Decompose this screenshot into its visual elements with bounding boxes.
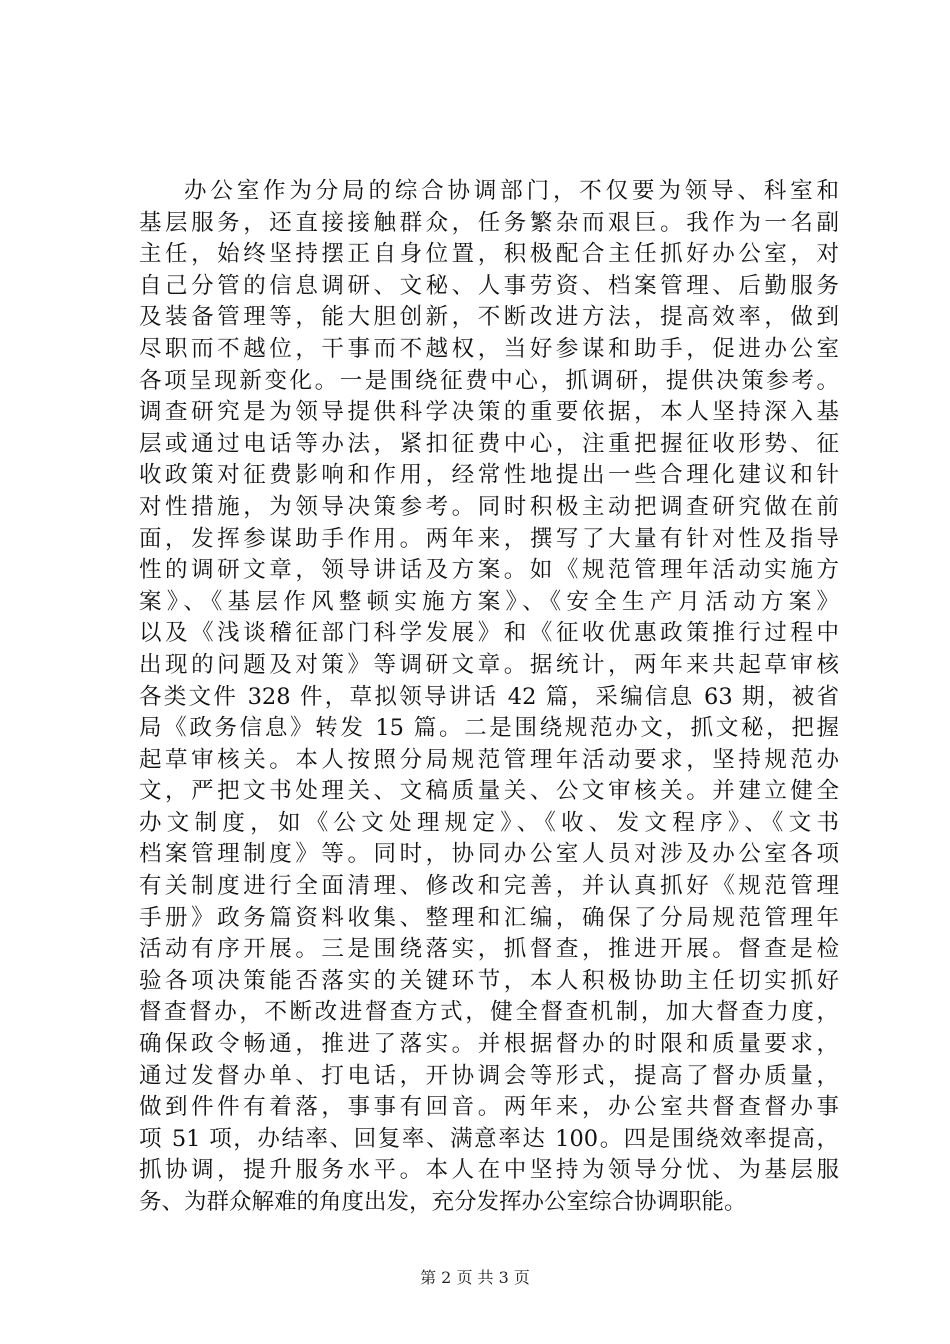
text-line: 主任，始终坚持摆正自身位置，积极配合主任抓好办公室，对	[139, 241, 839, 268]
text-line: 办文制度，如《公文处理规定》、《收、发文程序》、《文书	[139, 809, 839, 836]
text-line: 及装备管理等，能大胆创新，不断改进方法，提高效率，做到	[139, 304, 839, 331]
text-line: 确保政令畅通，推进了落实。并根据督办的时限和质量要求，	[139, 1031, 839, 1058]
text-line: 收政策对征费影响和作用，经常性地提出一些合理化建议和针	[139, 462, 839, 489]
text-line: 局《政务信息》转发 15 篇。二是围绕规范办文，抓文秘，把握	[139, 715, 839, 742]
text-line: 起草审核关。本人按照分局规范管理年活动要求，坚持规范办	[139, 746, 839, 773]
text-line: 尽职而不越位，干事而不越权，当好参谋和助手，促进办公室	[139, 335, 839, 362]
text-line: 活动有序开展。三是围绕落实，抓督查，推进开展。督查是检	[139, 936, 839, 963]
text-line: 档案管理制度》等。同时，协同办公室人员对涉及办公室各项	[139, 841, 839, 868]
page-number: 第 2 页 共 3 页	[420, 1268, 530, 1287]
text-line: 对性措施，为领导决策参考。同时积极主动把调查研究做在前	[139, 493, 839, 520]
text-line: 案》、《基层作风整顿实施方案》、《安全生产月活动方案》	[139, 588, 839, 615]
text-line: 做到件件有着落，事事有回音。两年来，办公室共督查督办事	[139, 1094, 839, 1121]
text-line: 文，严把文书处理关、文稿质量关、公文审核关。并建立健全	[139, 778, 839, 805]
text-line: 抓协调，提升服务水平。本人在中坚持为领导分忧、为基层服	[139, 1157, 839, 1184]
page-footer	[0, 1268, 950, 1288]
text-line: 以及《浅谈稽征部门科学发展》和《征收优惠政策推行过程中	[139, 620, 839, 647]
text-line: 基层服务，还直接接触群众，任务繁杂而艰巨。我作为一名副	[139, 209, 839, 236]
text-line: 出现的问题及对策》等调研文章。据统计，两年来共起草审核	[139, 651, 839, 678]
text-line: 务、为群众解难的角度出发，充分发挥办公室综合协调职能。	[139, 1189, 747, 1215]
text-line: 层或通过电话等办法，紧扣征费中心，注重把握征收形势、征	[139, 430, 839, 457]
text-line: 通过发督办单、打电话，开协调会等形式，提高了督办质量，	[139, 1062, 839, 1089]
body-paragraph	[139, 176, 839, 1219]
text-line: 项 51 项，办结率、回复率、满意率达 100。四是围绕效率提高，	[139, 1125, 839, 1152]
text-line: 性的调研文章，领导讲话及方案。如《规范管理年活动实施方	[139, 557, 839, 584]
text-line: 自己分管的信息调研、文秘、人事劳资、档案管理、后勤服务	[139, 272, 839, 299]
text-line: 有关制度进行全面清理、修改和完善，并认真抓好《规范管理	[139, 873, 839, 900]
text-line: 手册》政务篇资料收集、整理和汇编，确保了分局规范管理年	[139, 904, 839, 931]
text-line: 各类文件 328 件，草拟领导讲话 42 篇，采编信息 63 期，被省	[139, 683, 839, 710]
text-line: 督查督办，不断改进督查方式，健全督查机制，加大督查力度，	[139, 999, 839, 1026]
text-line: 各项呈现新变化。一是围绕征费中心，抓调研，提供决策参考。	[139, 367, 839, 394]
text-line: 办公室作为分局的综合协调部门，不仅要为领导、科室和	[184, 178, 839, 204]
text-line: 调查研究是为领导提供科学决策的重要依据，本人坚持深入基	[139, 399, 839, 426]
text-line: 面，发挥参谋助手作用。两年来，撰写了大量有针对性及指导	[139, 525, 839, 552]
text-line: 验各项决策能否落实的关键环节，本人积极协助主任切实抓好	[139, 967, 839, 994]
